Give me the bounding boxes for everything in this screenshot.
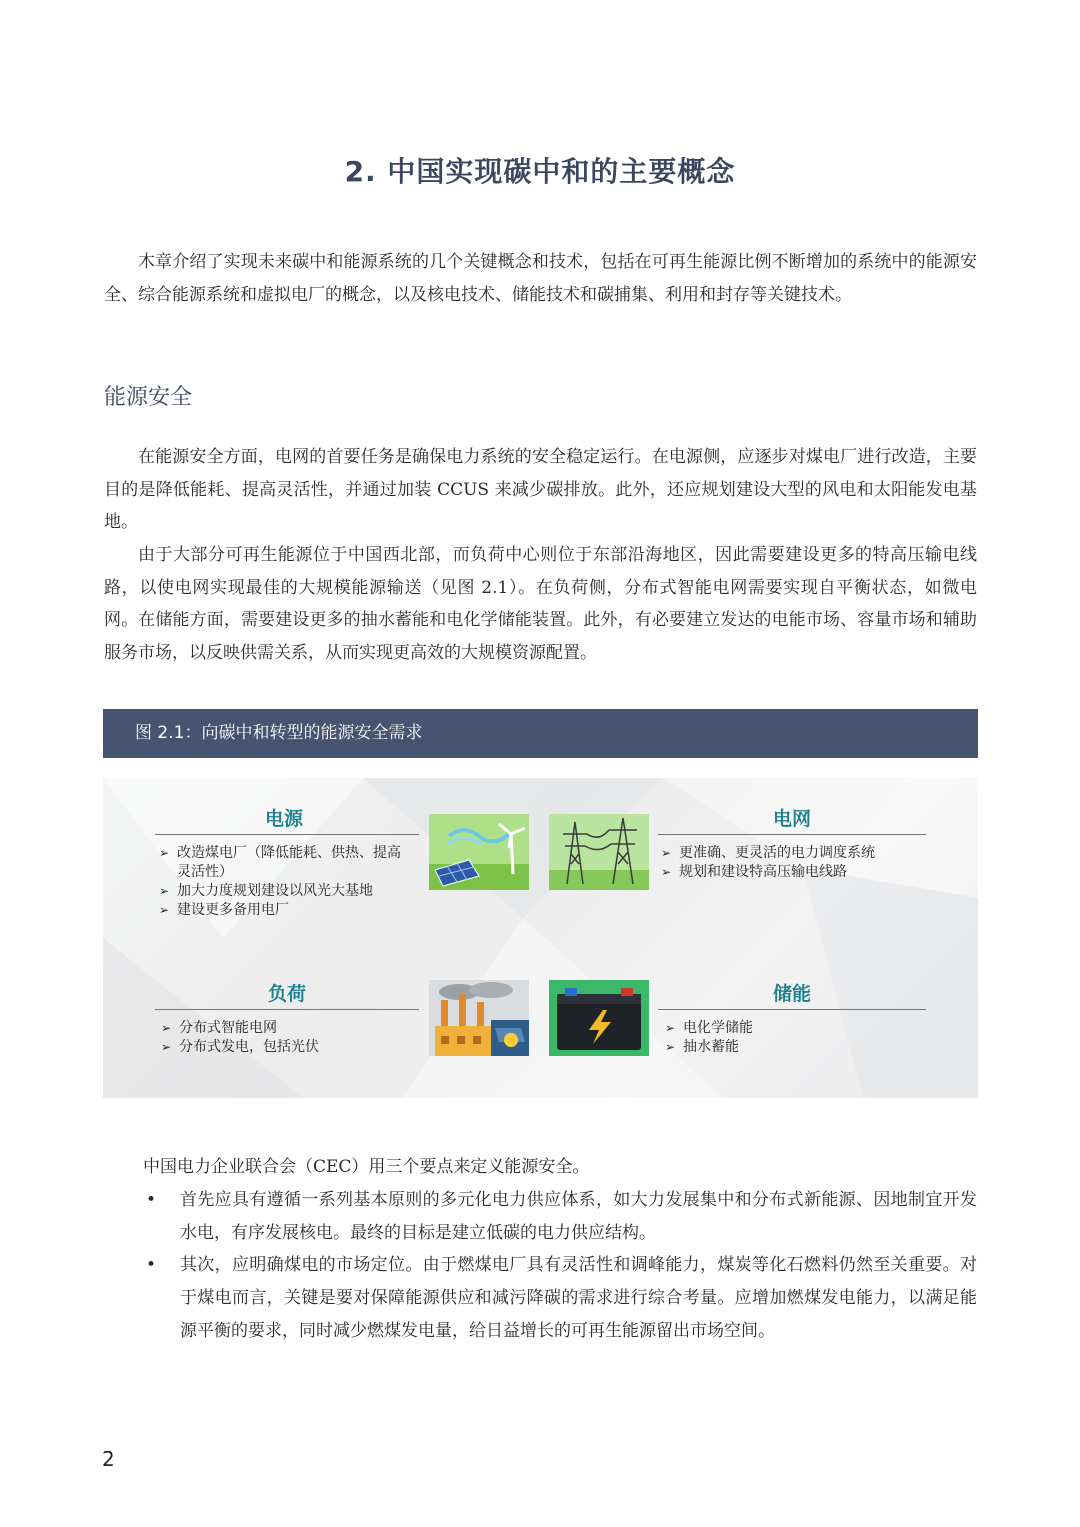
cec-lead: 中国电力企业联合会（CEC）用三个要点来定义能源安全。	[143, 1157, 590, 1177]
bullet-marker: •	[146, 1255, 157, 1275]
transmission-tower-icon	[549, 814, 649, 890]
quad-title-grid: 电网	[773, 808, 812, 830]
paragraph-energy-security-1: 在能源安全方面，电网的首要任务是确保电力系统的安全稳定运行。在电源侧，应逐步对煤电厂进行改造，主要目的是降低能耗、提高灵活性，并通过加装 CCUS 来减少碳排放。此外，还应规划建设大型的风电和太阳能发电基地。	[104, 447, 977, 532]
section-heading-energy-security: 能源安全	[104, 385, 193, 410]
figure-caption-bar: 图 2.1：向碳中和转型的能源安全需求	[103, 709, 978, 758]
list-item: ➢ 分布式发电，包括光伏	[161, 1038, 416, 1057]
solar-wind-icon	[429, 814, 529, 890]
list-item: ➢ 建设更多备用电厂	[159, 901, 414, 920]
quad-title-storage: 储能	[773, 983, 812, 1005]
paragraph-energy-security-2: 由于大部分可再生能源位于中国西北部，而负荷中心则位于东部沿海地区，因此需要建设更多的特高压输电线路，以使电网实现最佳的大规模能源输送（见图 2.1）。在负荷侧，分布式智能电网需要实现自平衡状态，如微电网。在储能方面，需要建设更多的抽水蓄能和电化学储能装置。此外，有必要建立发达的电能市场、容量市场和辅助服务市场，以反映供需关系，从而实现更高效的大规模资源配置。	[104, 545, 977, 663]
intro-paragraph: 木章介绍了实现未来碳中和能源系统的几个关键概念和技术，包括在可再生能源比例不断增加的系统中的能源安全、综合能源系统和虚拟电厂的概念，以及核电技术、储能技术和碳捕集、利用和封存等关键技术。	[104, 252, 977, 305]
list-item: ➢ 规划和建设特高压输电线路	[661, 863, 926, 882]
quad-rule-storage	[658, 1009, 926, 1010]
list-item: ➢ 分布式智能电网	[161, 1019, 416, 1038]
power-source-list	[159, 844, 414, 920]
storage-list	[665, 1019, 920, 1057]
quad-rule-load	[155, 1009, 419, 1010]
list-item: ➢ 改造煤电厂（降低能耗、供热、提高灵活性）	[159, 844, 414, 882]
cec-point-2: 其次，应明确煤电的市场定位。由于燃煤电厂具有灵活性和调峰能力，煤炭等化石燃料仍然至关重要。对于煤电而言，关键是要对保障能源供应和减污降碳的需求进行综合考量。应增加燃煤发电能力，以满足能源平衡的要求，同时减少燃煤发电量，给日益增长的可再生能源留出市场空间。	[180, 1255, 977, 1341]
quad-title-load: 负荷	[268, 983, 307, 1005]
load-list	[161, 1019, 416, 1057]
quad-title-power-source: 电源	[265, 808, 304, 830]
factory-icon	[429, 980, 529, 1056]
list-item: ➢ 更准确、更灵活的电力调度系统	[661, 844, 926, 863]
page-title: 2. 中国实现碳中和的主要概念	[344, 155, 736, 188]
figure-energy-security	[103, 778, 978, 1098]
cec-point-1: 首先应具有遵循一系列基本原则的多元化电力供应体系，如大力发展集中和分布式新能源、因地制宜开发水电，有序发展核电。最终的目标是建立低碳的电力供应结构。	[180, 1190, 977, 1243]
list-item: ➢ 抽水蓄能	[665, 1038, 920, 1057]
list-item: ➢ 电化学储能	[665, 1019, 920, 1038]
battery-icon	[549, 980, 649, 1056]
bullet-marker: •	[146, 1190, 157, 1210]
page-number: 2	[102, 1447, 115, 1471]
quad-rule-grid	[658, 834, 926, 835]
grid-list	[661, 844, 926, 882]
quad-rule-power-source	[155, 834, 419, 835]
list-item: ➢ 加大力度规划建设以风光大基地	[159, 882, 414, 901]
